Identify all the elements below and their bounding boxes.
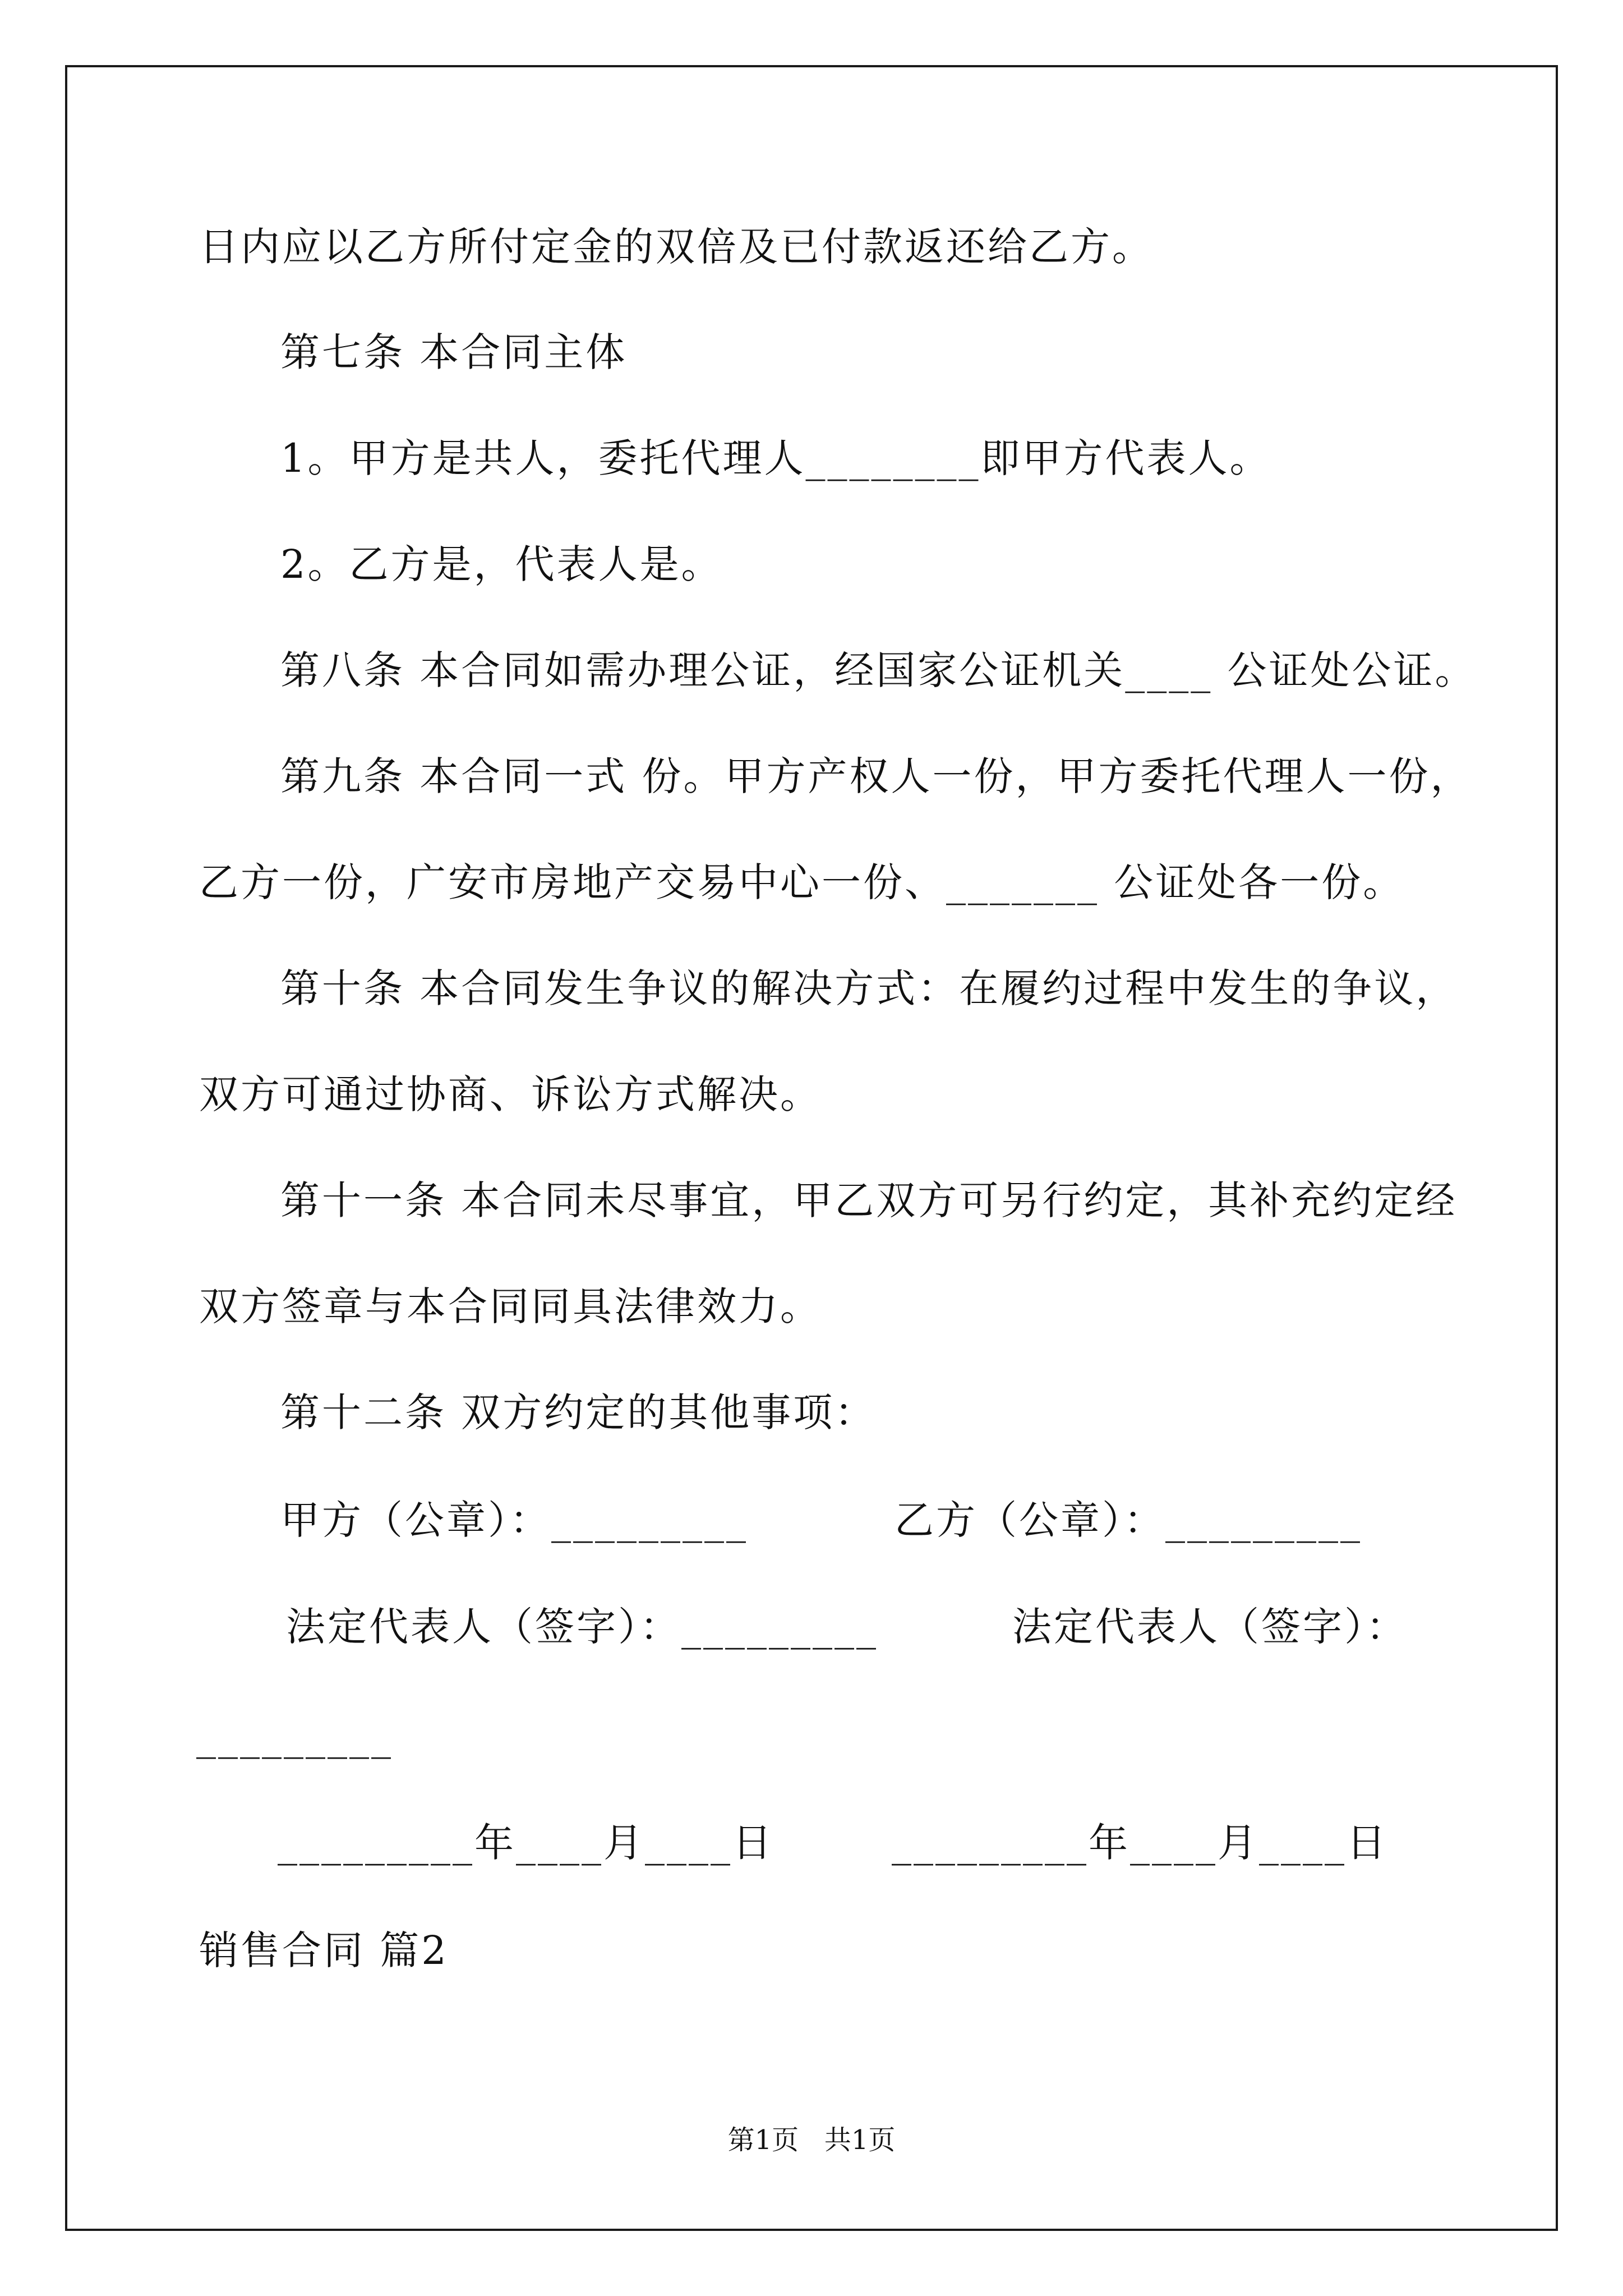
article-11-line-2: 双方签章与本合同同具法律效力。: [199, 1283, 822, 1329]
page-footer: 第1页 共1页: [727, 2124, 896, 2156]
article-8: 第八条 本合同如需办理公证，经国家公证机关____ 公证处公证。: [280, 647, 1477, 693]
article-11-line-1: 第十一条 本合同未尽事宜，甲乙双方可另行约定，其补充约定经: [280, 1177, 1458, 1223]
paragraph-2: 1。甲方是共人，委托代理人________即甲方代表人。: [280, 435, 1271, 481]
party-a-date: _________年____月____日: [278, 1820, 774, 1866]
party-a-seal: 甲方（公章）：_________: [280, 1497, 748, 1543]
page-border: [65, 65, 1558, 2231]
article-10-line-1: 第十条 本合同发生争议的解决方式：在履约过程中发生的争议，: [280, 965, 1458, 1011]
article-9-line-2: 乙方一份，广安市房地产交易中心一份、_______ 公证处各一份。: [199, 859, 1405, 905]
article-7-heading: 第七条 本合同主体: [280, 329, 628, 375]
next-section-title: 销售合同 篇2: [199, 1927, 449, 1973]
article-12-heading: 第十二条 双方约定的其他事项：: [280, 1389, 877, 1435]
article-10-line-2: 双方可通过协商、诉讼方式解决。: [199, 1071, 822, 1117]
paragraph-0: 日内应以乙方所付定金的双倍及已付款返还给乙方。: [199, 224, 1154, 270]
party-b-date: _________年____月____日: [892, 1820, 1388, 1866]
party-b-representative-blank: _________: [196, 1713, 393, 1759]
paragraph-3: 2。乙方是，代表人是。: [280, 541, 723, 587]
party-b-seal: 乙方（公章）：_________: [895, 1497, 1362, 1543]
article-9-line-1: 第九条 本合同一式 份。甲方产权人一份，甲方委托代理人一份，: [280, 753, 1472, 799]
party-b-representative: 法定代表人（签字）：: [1012, 1604, 1408, 1650]
party-a-representative: 法定代表人（签字）：_________: [286, 1604, 878, 1650]
